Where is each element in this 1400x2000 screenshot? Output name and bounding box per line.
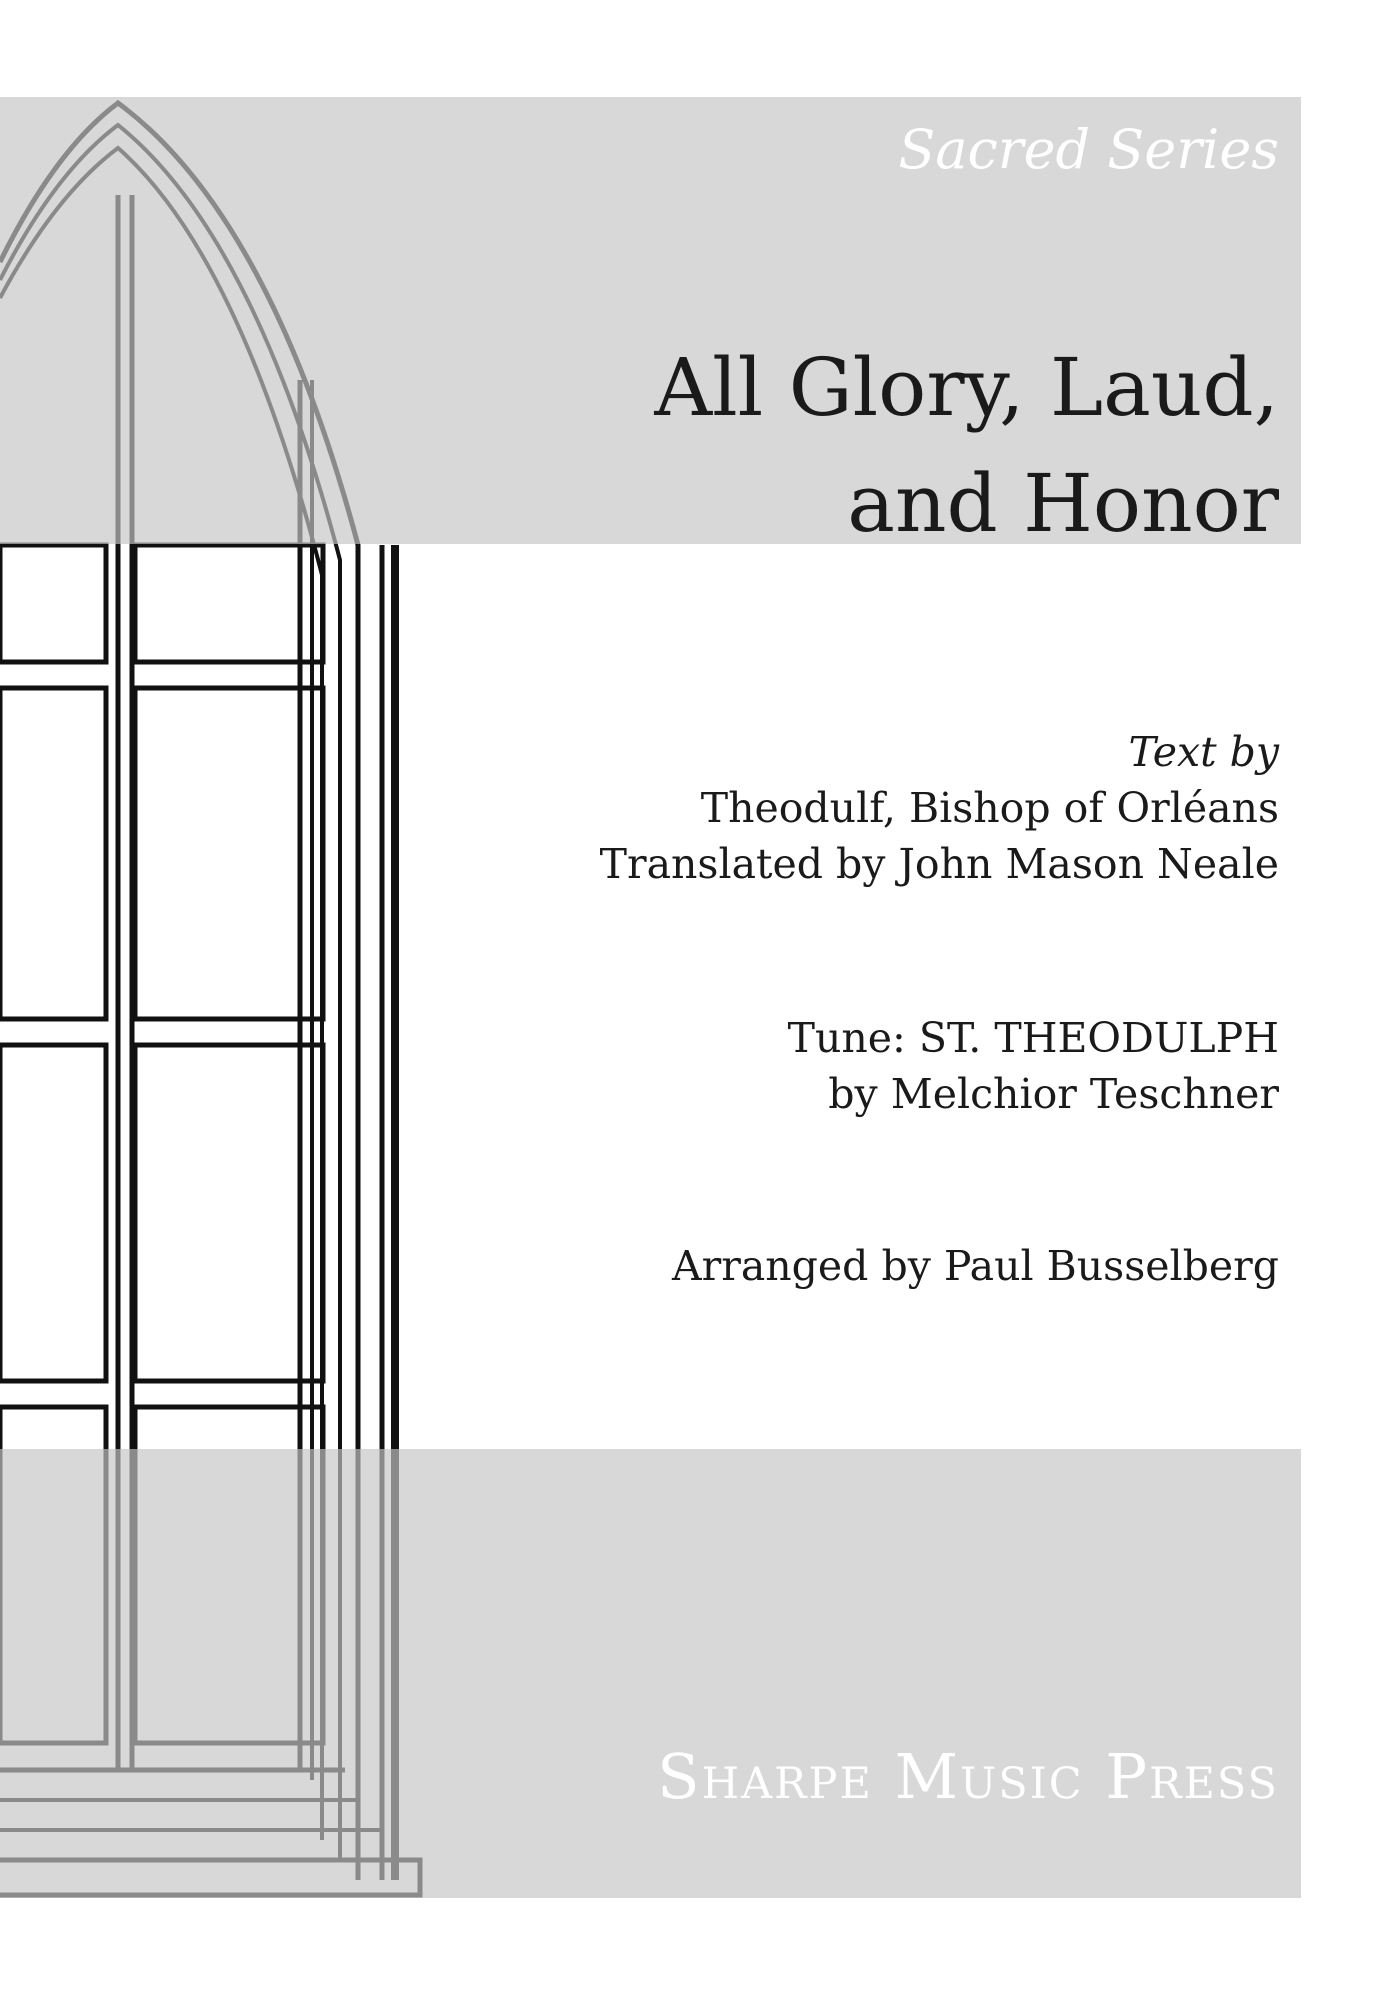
- translator-credit: Translated by John Mason Neale: [599, 840, 1279, 888]
- author-credit: Theodulf, Bishop of Orléans: [700, 784, 1279, 832]
- series-label: Sacred Series: [898, 118, 1279, 181]
- arranger-credit: Arranged by Paul Busselberg: [672, 1242, 1279, 1290]
- title-line-1: All Glory, Laud,: [654, 341, 1279, 434]
- composer-credit: by Melchior Teschner: [828, 1070, 1279, 1118]
- title-line-2: and Honor: [847, 457, 1279, 550]
- publisher-name: Sharpe Music Press: [657, 1740, 1279, 1813]
- page-title: [654, 330, 1279, 562]
- tune-credit: Tune: ST. THEODULPH: [787, 1014, 1279, 1062]
- text-by-label: Text by: [1128, 728, 1279, 776]
